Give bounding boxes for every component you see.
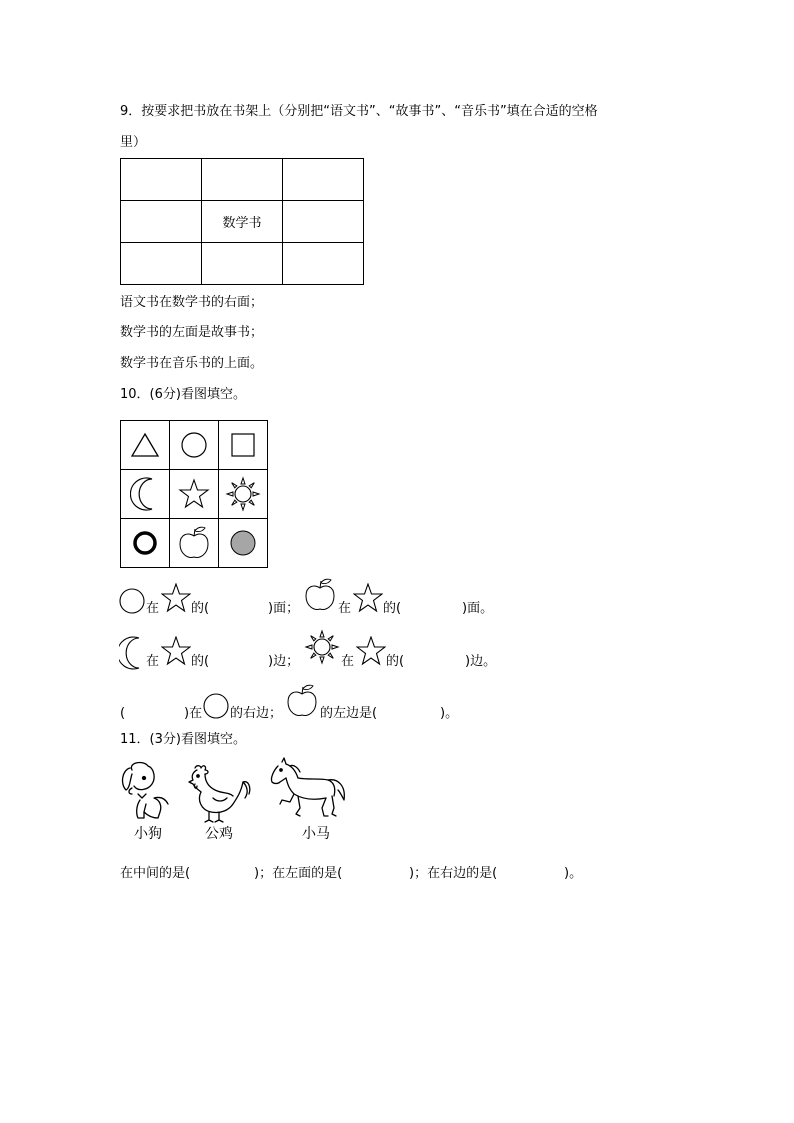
moon-icon (130, 476, 160, 512)
q9-prompt-line1: 9．按要求把书放在书架上（分别把“语文书”、“故事书”、“音乐书”填在合适的空格 (120, 104, 598, 119)
q11-title: 11．(3分)看图填空。 (120, 732, 246, 747)
label-text: 在 (338, 601, 352, 616)
answer-blank[interactable] (404, 601, 462, 615)
ring-icon (130, 528, 160, 558)
answer-blank[interactable] (407, 654, 465, 668)
label-text: )边； (268, 654, 300, 669)
label-text: 的右边； (230, 706, 283, 721)
label-text: 的( (191, 654, 210, 669)
apple-icon (176, 524, 212, 562)
square-icon (228, 430, 258, 460)
q9-clue-2: 数学书的左面是故事书； (120, 325, 264, 340)
label-text: 的( (191, 601, 210, 616)
shelf-cell[interactable] (121, 201, 202, 243)
puppy-icon (118, 760, 172, 822)
circle-icon (202, 692, 230, 720)
circle-icon (119, 588, 147, 616)
horse-icon (268, 756, 350, 822)
q10-title: 10．(6分)看图填空。 (120, 387, 246, 402)
gray-dot-icon (228, 528, 258, 558)
answer-blank-right[interactable] (510, 866, 564, 880)
shelf-cell[interactable] (283, 201, 364, 243)
label-text: )；在右边的是( (409, 866, 498, 881)
label-text: 的左边是( (320, 706, 378, 721)
apple-icon (302, 576, 338, 614)
label-text: ( (120, 706, 126, 721)
moon-icon (119, 636, 145, 670)
label-text: 在 (146, 601, 160, 616)
label-text: 的( (383, 601, 402, 616)
animal-label-horse: 小马 (302, 826, 330, 842)
answer-blank[interactable] (212, 601, 268, 615)
label-text: )面。 (462, 601, 494, 616)
shelf-cell-math-book: 数学书 (202, 201, 283, 243)
label-text: 在 (341, 654, 355, 669)
rooster-icon (185, 762, 253, 824)
q9-clue-3: 数学书在音乐书的上面。 (120, 356, 264, 371)
label-text: )边。 (465, 654, 497, 669)
star-icon (161, 583, 191, 613)
animal-label-rooster: 公鸡 (205, 826, 233, 842)
answer-blank-middle[interactable] (200, 866, 254, 880)
bookshelf-grid (120, 158, 364, 285)
label-text: 在中间的是( (120, 866, 191, 881)
label-text: 在 (146, 654, 160, 669)
shelf-cell[interactable] (283, 159, 364, 201)
star-icon (353, 583, 383, 613)
label-text: )；在左面的是( (254, 866, 343, 881)
label-text: )。 (564, 866, 583, 881)
label-text: )。 (440, 706, 459, 721)
triangle-icon (130, 431, 160, 459)
circle-icon (179, 430, 209, 460)
star-icon (178, 478, 210, 510)
shape-grid (120, 420, 268, 568)
shelf-cell[interactable] (121, 243, 202, 285)
label-text: )面； (268, 601, 300, 616)
shelf-cell[interactable] (202, 159, 283, 201)
shelf-cell[interactable] (202, 243, 283, 285)
label-text: )在 (184, 706, 203, 721)
animal-label-puppy: 小狗 (134, 826, 162, 842)
answer-blank-left[interactable] (355, 866, 409, 880)
answer-blank[interactable] (383, 706, 439, 720)
q9-prompt-line2: 里） (120, 135, 147, 150)
apple-icon (284, 682, 320, 720)
star-icon (356, 636, 386, 666)
shelf-cell[interactable] (121, 159, 202, 201)
sun-icon (225, 476, 261, 512)
answer-blank[interactable] (212, 654, 268, 668)
label-text: 的( (386, 654, 405, 669)
q9-clue-1: 语文书在数学书的右面； (120, 295, 264, 310)
star-icon (161, 636, 191, 666)
answer-blank[interactable] (128, 706, 184, 720)
sun-icon (304, 629, 340, 665)
shelf-cell[interactable] (283, 243, 364, 285)
